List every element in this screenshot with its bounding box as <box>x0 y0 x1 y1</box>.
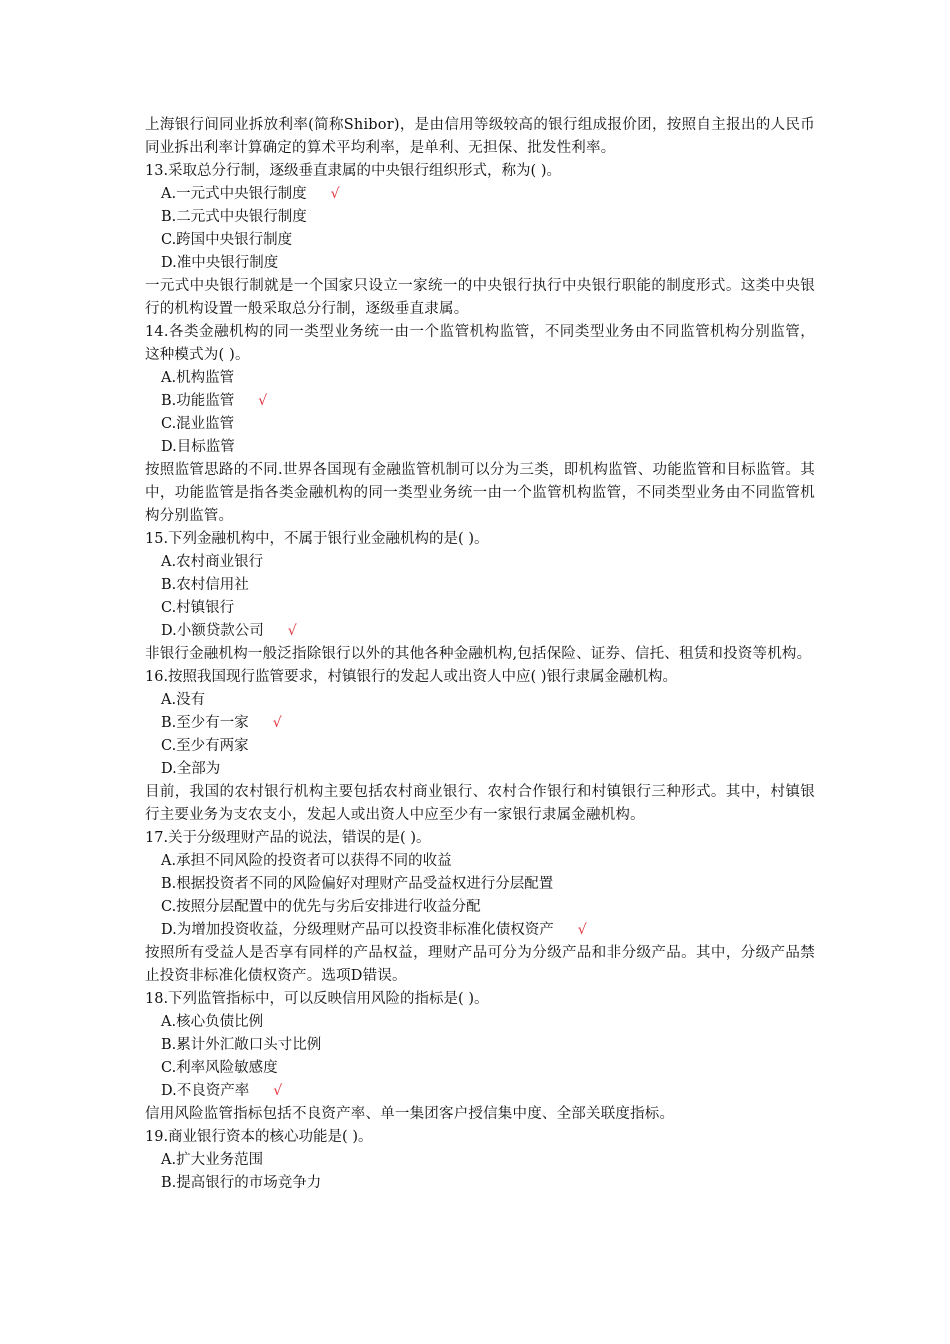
q13-option-b <box>145 206 815 229</box>
question-18: 18.下列监管指标中，可以反映信用风险的指标是( )。 <box>145 991 489 1007</box>
option-label: A.承担不同风险的投资者可以获得不同的收益 <box>161 853 452 869</box>
q17-option-d <box>145 919 815 942</box>
option-label: B.功能监管 <box>161 393 235 409</box>
q18-explanation: 信用风险监管指标包括不良资产率、单一集团客户授信集中度、全部关联度指标。 <box>145 1106 675 1122</box>
check-mark-icon: √ <box>273 1083 283 1099</box>
question-13: 13.采取总分行制，逐级垂直隶属的中央银行组织形式，称为( )。 <box>145 163 561 179</box>
option-label: A.农村商业银行 <box>161 554 264 570</box>
option-label: C.村镇银行 <box>161 600 235 616</box>
q17-option-c <box>145 896 815 919</box>
check-mark-icon: √ <box>287 623 297 639</box>
option-label: D.为增加投资收益，分级理财产品可以投资非标准化债权资产 <box>161 922 554 938</box>
q17-option-a <box>145 850 815 873</box>
question-16: 16.按照我国现行监管要求，村镇银行的发起人或出资人中应( )银行隶属金融机构。 <box>145 669 677 685</box>
check-mark-icon: √ <box>330 186 340 202</box>
q14-option-d <box>145 436 815 459</box>
question-17: 17.关于分级理财产品的说法，错误的是( )。 <box>145 830 431 846</box>
option-label: C.混业监管 <box>161 416 235 432</box>
q14-option-a <box>145 367 815 390</box>
q18-option-b <box>145 1034 815 1057</box>
q16-option-a <box>145 689 815 712</box>
q13-option-d <box>145 252 815 275</box>
option-label: B.农村信用社 <box>161 577 249 593</box>
option-label: C.跨国中央银行制度 <box>161 232 293 248</box>
q18-option-d <box>145 1080 815 1103</box>
q16-option-c <box>145 735 815 758</box>
q15-explanation: 非银行金融机构一般泛指除银行以外的其他各种金融机构,包括保险、证券、信托、租赁和投资等机构。 <box>145 646 812 662</box>
q18-option-a <box>145 1011 815 1034</box>
option-label: A.扩大业务范围 <box>161 1152 264 1168</box>
document-page <box>145 114 815 1195</box>
option-label: C.按照分层配置中的优先与劣后安排进行收益分配 <box>161 899 481 915</box>
q16-option-d <box>145 758 815 781</box>
option-label: B.根据投资者不同的风险偏好对理财产品受益权进行分层配置 <box>161 876 554 892</box>
q14-option-b <box>145 390 815 413</box>
q13-option-a <box>145 183 815 206</box>
q15-option-d <box>145 620 815 643</box>
q19-option-b <box>145 1172 815 1195</box>
q13-explanation: 一元式中央银行制就是一个国家只设立一家统一的中央银行执行中央银行职能的制度形式。这类中央银行的机构设置一般采取总分行制，逐级垂直隶属。 <box>145 278 815 317</box>
option-label: C.利率风险敏感度 <box>161 1060 278 1076</box>
question-19: 19.商业银行资本的核心功能是( )。 <box>145 1129 373 1145</box>
q16-option-b <box>145 712 815 735</box>
option-label: B.二元式中央银行制度 <box>161 209 307 225</box>
q19-option-a <box>145 1149 815 1172</box>
q16-explanation: 目前，我国的农村银行机构主要包括农村商业银行、农村合作银行和村镇银行三种形式。其中，村镇银行主要业务为支农支小，发起人或出资人中应至少有一家银行隶属金融机构。 <box>145 784 815 823</box>
option-label: D.目标监管 <box>161 439 235 455</box>
intro-paragraph: 上海银行间同业拆放利率(简称Shibor)，是由信用等级较高的银行组成报价团，按照自主报出的人民币同业拆出利率计算确定的算术平均利率，是单利、无担保、批发性利率。 <box>145 117 815 156</box>
check-mark-icon: √ <box>258 393 268 409</box>
q17-explanation: 按照所有受益人是否享有同样的产品权益，理财产品可分为分级产品和非分级产品。其中，分级产品禁止投资非标准化债权资产。选项D错误。 <box>145 945 815 984</box>
check-mark-icon: √ <box>272 715 282 731</box>
q14-explanation: 按照监管思路的不同.世界各国现有金融监管机制可以分为三类，即机构监管、功能监管和目标监管。其中，功能监管是指各类金融机构的同一类型业务统一由一个监管机构监管，不同类型业务由不同监管机构分别监管。 <box>145 462 815 524</box>
q18-option-c <box>145 1057 815 1080</box>
q15-option-a <box>145 551 815 574</box>
check-mark-icon: √ <box>577 922 587 938</box>
option-label: A.机构监管 <box>161 370 235 386</box>
q13-option-c <box>145 229 815 252</box>
question-15: 15.下列金融机构中，不属于银行业金融机构的是( )。 <box>145 531 489 547</box>
option-label: A.核心负债比例 <box>161 1014 264 1030</box>
option-label: B.至少有一家 <box>161 715 249 731</box>
option-label: D.全部为 <box>161 761 221 777</box>
q15-option-b <box>145 574 815 597</box>
option-label: C.至少有两家 <box>161 738 249 754</box>
option-label: A.没有 <box>161 692 206 708</box>
q15-option-c <box>145 597 815 620</box>
option-label: D.准中央银行制度 <box>161 255 279 271</box>
option-label: B.提高银行的市场竞争力 <box>161 1175 322 1191</box>
option-label: D.不良资产率 <box>161 1083 250 1099</box>
option-label: D.小额贷款公司 <box>161 623 264 639</box>
q14-option-c <box>145 413 815 436</box>
option-label: A.一元式中央银行制度 <box>161 186 307 202</box>
option-label: B.累计外汇敞口头寸比例 <box>161 1037 322 1053</box>
q17-option-b <box>145 873 815 896</box>
question-14: 14.各类金融机构的同一类型业务统一由一个监管机构监管，不同类型业务由不同监管机构分别监管，这种模式为( )。 <box>145 324 815 363</box>
